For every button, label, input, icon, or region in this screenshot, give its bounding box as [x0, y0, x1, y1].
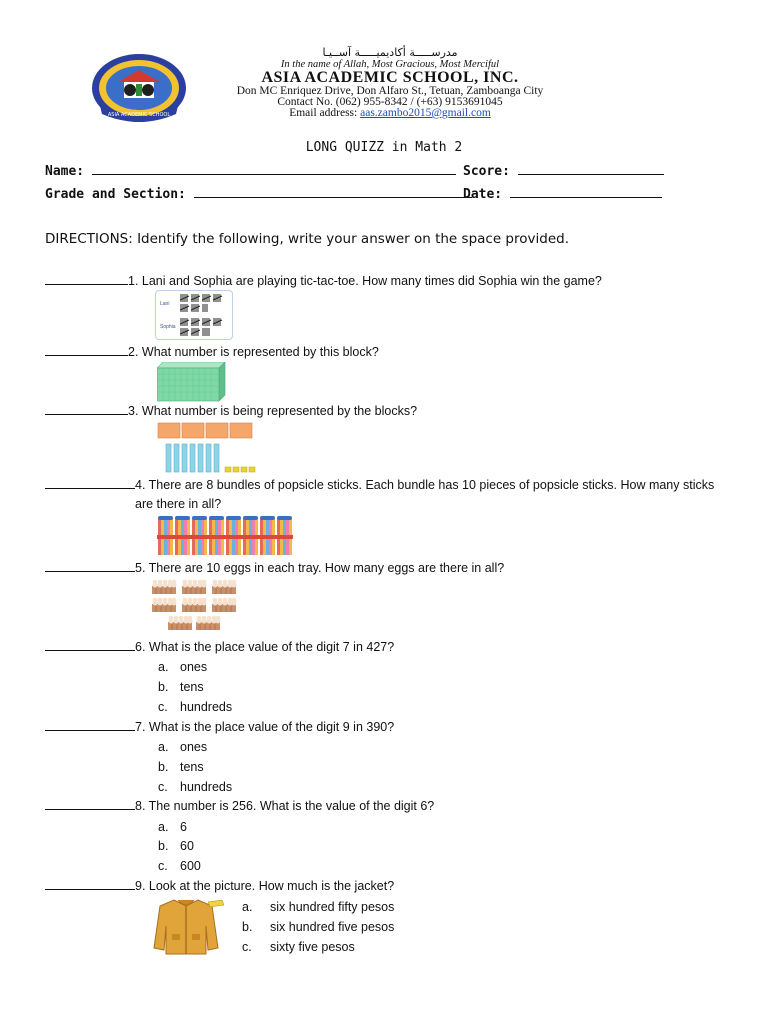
option-text: ones [180, 740, 208, 754]
question-5-text: 5. There are 10 eggs in each tray. How many eggs are there in all? [135, 561, 505, 575]
school-email-line [180, 107, 600, 119]
option-text: six hundred five pesos [270, 920, 395, 934]
grade-section-field [45, 186, 472, 202]
option-text: hundreds [180, 700, 233, 714]
bismillah-line: In the name of Allah, Most Gracious, Most Merciful [280, 59, 500, 70]
tally-label-lani: Lani [160, 301, 170, 307]
date-blank[interactable] [510, 186, 662, 198]
question-9 [45, 879, 394, 893]
option-letter: a. [158, 740, 169, 754]
directions: DIRECTIONS: Identify the following, write your answer on the space provided. [45, 231, 569, 247]
option-text: six hundred fifty pesos [270, 900, 395, 914]
school-logo [90, 52, 188, 124]
option-text: 600 [180, 859, 201, 873]
answer-blank-5[interactable] [45, 561, 135, 572]
q7-option-b[interactable] [158, 760, 204, 774]
answer-blank-6[interactable] [45, 640, 135, 651]
name-label: Name: [45, 164, 85, 179]
option-letter: b. [158, 839, 169, 853]
egg-trays [150, 578, 242, 636]
name-blank[interactable] [92, 163, 456, 175]
q7-option-c[interactable] [158, 780, 232, 794]
option-text: hundreds [180, 780, 233, 794]
score-label: Score: [463, 164, 510, 179]
score-blank[interactable] [518, 163, 664, 175]
option-text: tens [180, 760, 204, 774]
option-letter: c. [158, 700, 168, 714]
question-2 [45, 345, 379, 359]
grade-section-label: Grade and Section: [45, 187, 186, 202]
quiz-title: LONG QUIZZ in Math 2 [305, 140, 463, 155]
q6-option-a[interactable] [158, 660, 207, 674]
jacket-image [148, 896, 228, 958]
tally-chart [155, 290, 233, 340]
q6-option-c[interactable] [158, 700, 232, 714]
option-letter: c. [242, 940, 252, 954]
date-field [463, 186, 662, 202]
option-letter: c. [158, 780, 168, 794]
q8-option-a[interactable] [158, 820, 187, 834]
tally-label-sophia: Sophia [160, 324, 176, 330]
option-letter: b. [158, 760, 169, 774]
question-3-text: 3. What number is being represented by the blocks? [128, 404, 418, 418]
option-letter: a. [158, 660, 169, 674]
option-text: tens [180, 680, 204, 694]
question-2-text: 2. What number is represented by this block? [128, 345, 379, 359]
popsicle-bundles [156, 515, 296, 557]
question-8-text: 8. The number is 256. What is the value of the digit 6? [135, 799, 435, 813]
q9-option-a[interactable] [242, 900, 394, 914]
option-letter: a. [242, 900, 253, 914]
option-text: 60 [180, 839, 194, 853]
answer-blank-9[interactable] [45, 879, 135, 890]
option-letter: a. [158, 820, 169, 834]
score-field [463, 163, 664, 179]
answer-blank-3[interactable] [45, 404, 128, 415]
option-text: sixty five pesos [270, 940, 355, 954]
question-8 [45, 799, 434, 813]
date-label: Date: [463, 187, 503, 202]
question-4-text-continued: are there in all? [135, 497, 222, 511]
option-letter: c. [158, 859, 168, 873]
question-7-text: 7. What is the place value of the digit 9 in 390? [135, 720, 395, 734]
answer-blank-2[interactable] [45, 345, 128, 356]
base-ten-blocks [157, 422, 257, 474]
q9-option-c[interactable] [242, 940, 355, 954]
school-name: ASIA ACADEMIC SCHOOL, INC. [261, 69, 519, 86]
q7-option-a[interactable] [158, 740, 207, 754]
answer-blank-4[interactable] [45, 478, 135, 489]
option-text: 6 [180, 820, 187, 834]
logo-text: ASIA ACADEMIC SCHOOL [107, 112, 171, 118]
option-letter: b. [158, 680, 169, 694]
tally-marks [180, 293, 230, 337]
q8-option-c[interactable] [158, 859, 201, 873]
email-label: Email address: [289, 107, 361, 119]
question-1 [45, 274, 602, 288]
question-3 [45, 404, 417, 418]
grade-section-blank[interactable] [194, 186, 472, 198]
q9-option-b[interactable] [242, 920, 394, 934]
option-letter: b. [242, 920, 253, 934]
question-5 [45, 561, 504, 575]
school-address: Don MC Enriquez Drive, Don Alfaro St., Tetuan, Zamboanga City [236, 85, 544, 97]
q8-option-b[interactable] [158, 839, 194, 853]
question-4-text: 4. There are 8 bundles of popsicle sticks. Each bundle has 10 pieces of popsicle sticks. How many sticks [135, 478, 715, 492]
question-4 [45, 478, 714, 492]
question-6-text: 6. What is the place value of the digit 7 in 427? [135, 640, 395, 654]
answer-blank-8[interactable] [45, 799, 135, 810]
name-field [45, 163, 456, 179]
option-text: ones [180, 660, 208, 674]
school-arabic-name: مدرســـــة أكاديميـــــة آســيـا [322, 46, 458, 59]
answer-blank-7[interactable] [45, 720, 135, 731]
question-6 [45, 640, 394, 654]
question-7 [45, 720, 394, 734]
hundred-block [157, 362, 227, 402]
answer-blank-1[interactable] [45, 274, 128, 285]
question-9-text: 9. Look at the picture. How much is the jacket? [135, 879, 395, 893]
email-link[interactable]: aas.zambo2015@gmail.com [360, 107, 491, 119]
q6-option-b[interactable] [158, 680, 204, 694]
school-contact: Contact No. (062) 955-8342 / (+63) 9153691045 [277, 96, 503, 108]
question-1-text: 1. Lani and Sophia are playing tic-tac-toe. How many times did Sophia win the game? [128, 274, 602, 288]
